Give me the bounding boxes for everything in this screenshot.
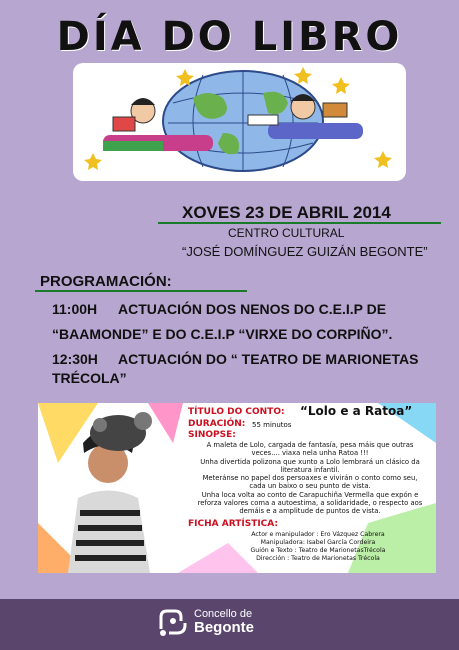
programme-divider <box>35 290 247 292</box>
synopsis-line: reforza valores coma a autoestima, a solidaridade, o respecto aos <box>197 499 423 508</box>
synopsis-line: A maleta de Lolo, cargada de fantasía, pesa máis que outras <box>206 441 414 449</box>
globe-readers-image <box>73 63 406 181</box>
synopsis-line: literatura infantil. <box>280 465 340 474</box>
programme-heading: PROGRAMACIÓN: <box>40 273 172 290</box>
synopsis-line: Unha loca volta ao conto de Carapuchiña Vermella que expón e <box>201 490 419 499</box>
footer-logo-line2: Begonte <box>194 619 254 636</box>
credit-line: Guión e Texto : Teatro de MarionetasTrécola <box>250 547 386 554</box>
date-divider <box>158 222 441 224</box>
synopsis-line: cada un baixo o seu punto de vista. <box>249 482 371 491</box>
synopsis-line: demáis e a amplitude de puntos de vista. <box>239 507 381 516</box>
credit-line: Manipuladora: Isabel García Cordeira <box>260 539 376 546</box>
story-title: “Lolo e a Ratoa” <box>300 404 413 418</box>
programme-line-2a: ACTUACIÓN DO “ TEATRO DE MARIONETAS <box>118 351 419 367</box>
show-info-card <box>38 403 436 573</box>
synopsis-line: Meteránse no papel dos persoaxes e vivirán o conto como seu, <box>202 474 418 483</box>
programme-time-2: 12:30H <box>52 351 98 367</box>
programme-time-1: 11:00H <box>52 301 98 317</box>
concello-logo-icon <box>155 607 191 637</box>
programme-line-2b: TRÉCOLA” <box>52 370 127 386</box>
synopsis-text <box>186 441 434 516</box>
synopsis-line: veces.... viaxa nela unha Ratoa !!! <box>251 449 369 458</box>
credits-label: FICHA ARTÍSTICA: <box>188 519 279 529</box>
synopsis-label: SINOPSE: <box>188 430 236 440</box>
poster-title: DÍA DO LIBRO <box>56 14 403 60</box>
credit-line: Dirección : Teatro de Marionetas Trécola <box>256 555 380 562</box>
programme-line-1a: ACTUACIÓN DOS NENOS DO C.E.I.P DE <box>118 301 387 317</box>
puppeteer-photo <box>38 403 180 573</box>
credit-line: Actor e manipulador : Ero Vázquez Cabrera <box>251 531 385 538</box>
duration-label: DURACIÓN: <box>188 419 246 429</box>
reading-children-illustration <box>73 63 406 181</box>
duration-value: 55 minutos <box>252 421 292 429</box>
story-title-label: TÍTULO DO CONTO: <box>188 407 285 417</box>
event-date: XOVES 23 DE ABRIL 2014 <box>182 203 391 222</box>
venue-name: CENTRO CULTURAL <box>228 226 345 240</box>
programme-line-1b: “BAAMONDE” E DO C.E.I.P “VIRXE DO CORPIÑO”. <box>52 326 393 342</box>
credits-text <box>218 531 418 563</box>
venue-full-name: “JOSÉ DOMÍNGUEZ GUIZÁN BEGONTE” <box>182 244 428 259</box>
footer-logo-line1: Concello de <box>194 608 253 620</box>
synopsis-line: Unha divertida polizona que xunto a Lolo lembrará un clásico da <box>200 457 420 466</box>
